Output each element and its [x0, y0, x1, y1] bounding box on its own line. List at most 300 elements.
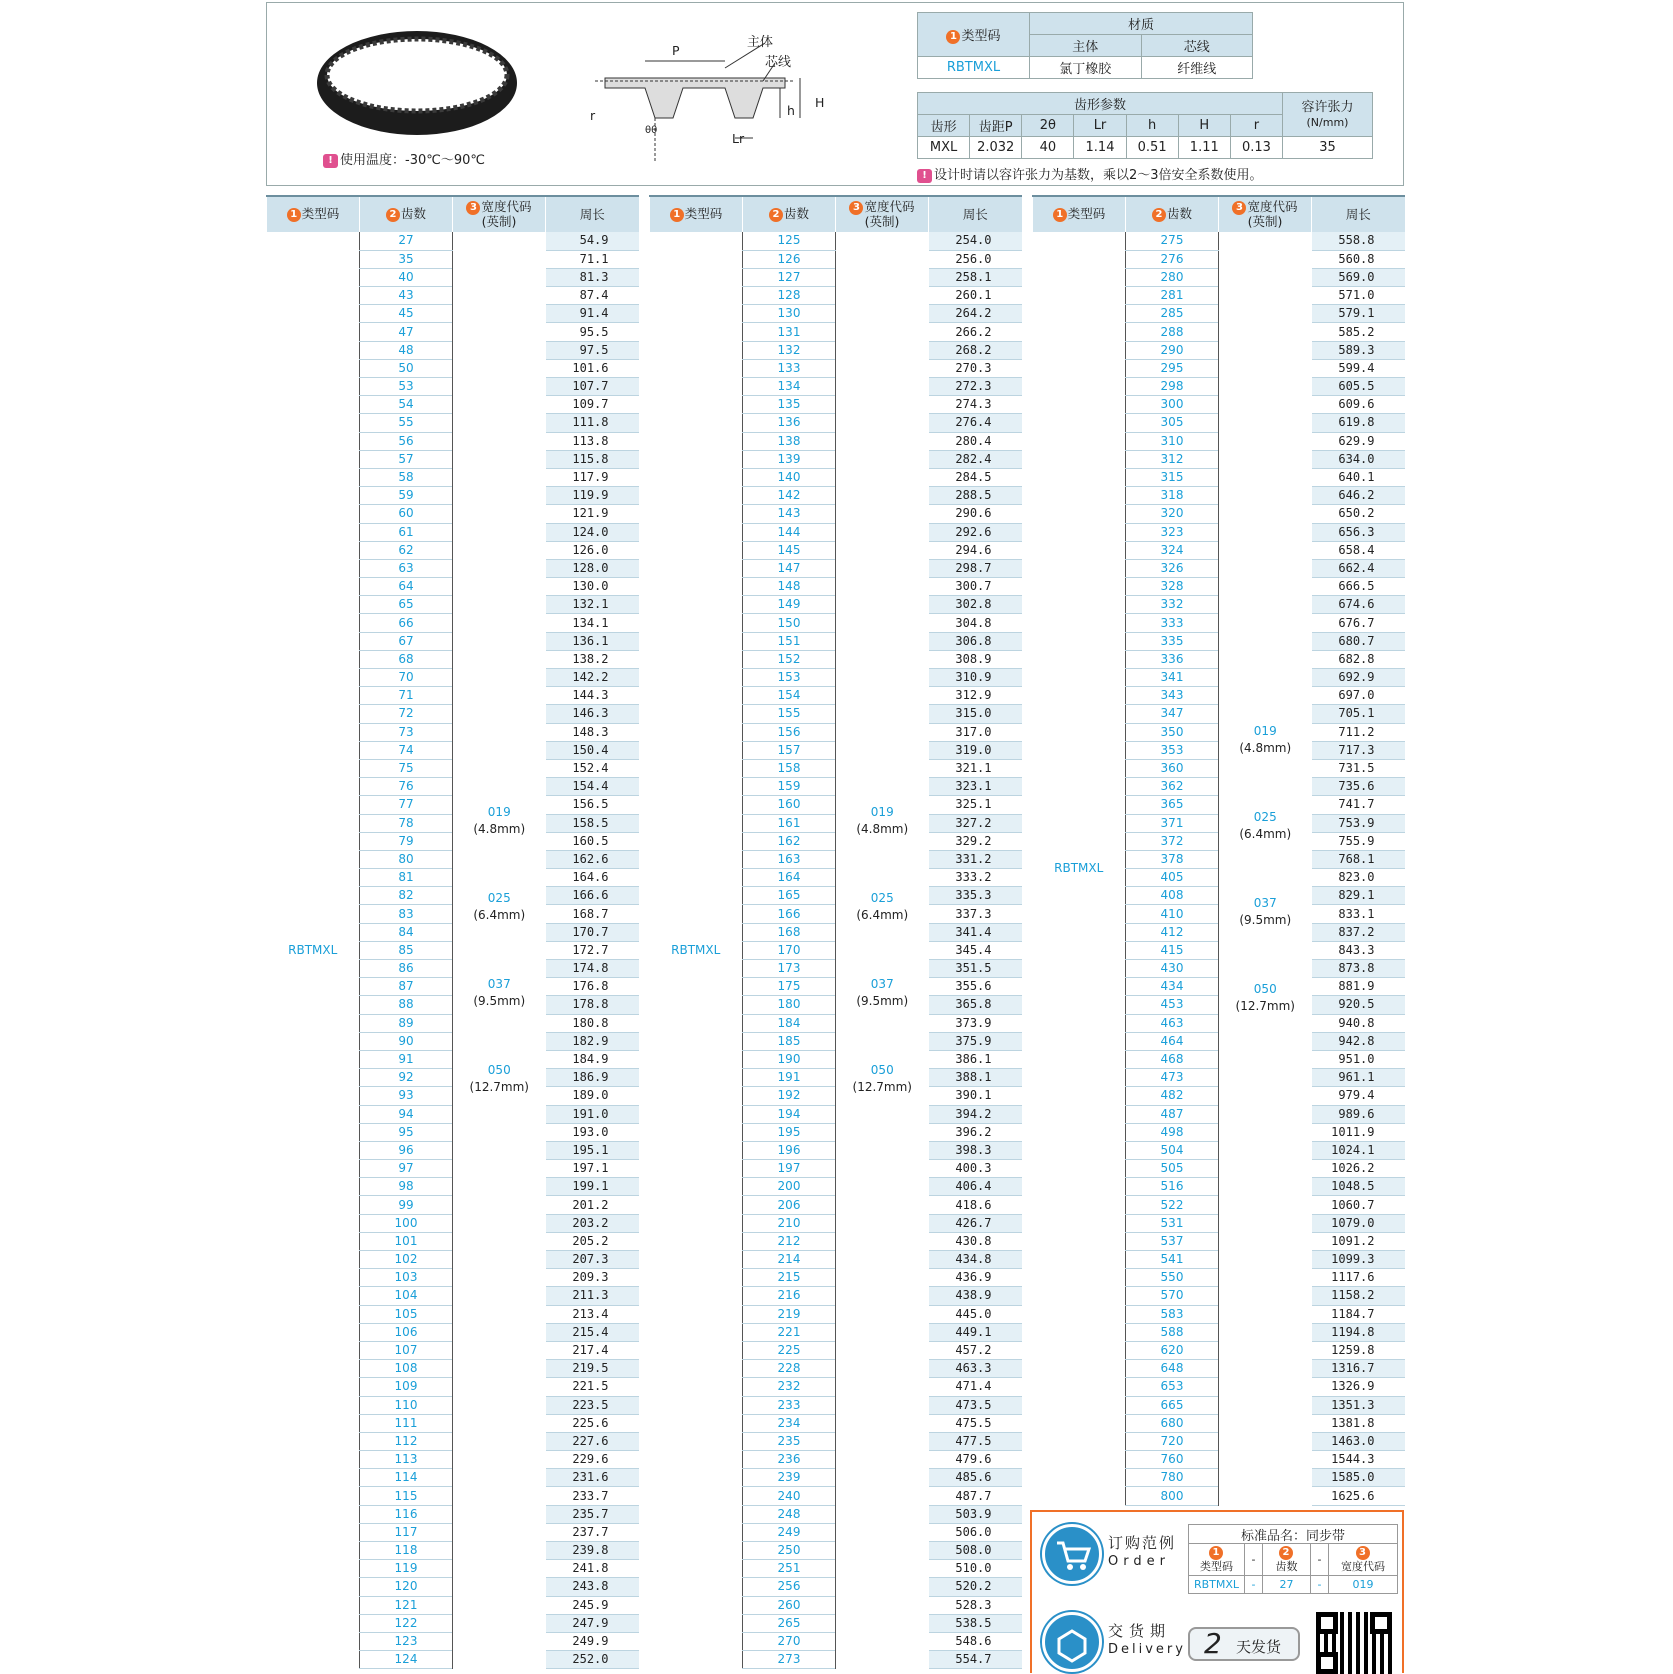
teeth-cell: 430	[1126, 960, 1219, 978]
teeth-cell: 498	[1126, 1123, 1219, 1141]
teeth-cell: 115	[360, 1487, 453, 1505]
length-cell: 1585.0	[1312, 1469, 1405, 1487]
teeth-cell: 336	[1126, 650, 1219, 668]
tooth-value: 0.51	[1126, 137, 1178, 159]
teeth-cell: 298	[1126, 378, 1219, 396]
length-cell: 249.9	[546, 1632, 639, 1650]
diagram-label-theta: θθ	[645, 125, 658, 136]
length-cell: 154.4	[546, 778, 639, 796]
width-mm: (6.4mm)	[1239, 826, 1292, 841]
length-cell: 619.8	[1312, 414, 1405, 432]
teeth-cell: 98	[360, 1178, 453, 1196]
length-table-2	[649, 195, 1022, 1669]
teeth-cell: 147	[743, 559, 836, 577]
belt-image	[312, 25, 522, 145]
length-cell: 1351.3	[1312, 1396, 1405, 1414]
order-title-en: Order	[1108, 1554, 1170, 1569]
delivery-days: 2	[1204, 1627, 1222, 1660]
order-dash: -	[1245, 1576, 1263, 1594]
length-cell: 436.9	[929, 1269, 1022, 1287]
length-cell: 172.7	[546, 941, 639, 959]
teeth-cell: 212	[743, 1232, 836, 1250]
length-cell: 829.1	[1312, 887, 1405, 905]
length-cell: 168.7	[546, 905, 639, 923]
width-mm: (9.5mm)	[1239, 912, 1292, 927]
teeth-cell: 280	[1126, 268, 1219, 286]
warning-icon: !	[917, 169, 932, 183]
teeth-cell: 57	[360, 450, 453, 468]
teeth-cell: 102	[360, 1251, 453, 1269]
teeth-cell: 95	[360, 1123, 453, 1141]
teeth-cell: 61	[360, 523, 453, 541]
teeth-cell: 104	[360, 1287, 453, 1305]
length-cell: 121.9	[546, 505, 639, 523]
teeth-cell: 463	[1126, 1014, 1219, 1032]
length-cell: 560.8	[1312, 250, 1405, 268]
teeth-cell: 180	[743, 996, 836, 1014]
length-cell: 920.5	[1312, 996, 1405, 1014]
teeth-cell: 84	[360, 923, 453, 941]
length-cell: 1316.7	[1312, 1360, 1405, 1378]
teeth-cell: 214	[743, 1251, 836, 1269]
material-type-header: 1 类型码	[918, 13, 1030, 57]
length-cell: 115.8	[546, 450, 639, 468]
teeth-cell: 88	[360, 996, 453, 1014]
temperature-note	[323, 149, 485, 168]
length-cell: 731.5	[1312, 759, 1405, 777]
length-cell: 247.9	[546, 1614, 639, 1632]
length-cell: 219.5	[546, 1360, 639, 1378]
teeth-cell: 119	[360, 1560, 453, 1578]
teeth-cell: 239	[743, 1469, 836, 1487]
order-example-box	[1030, 1510, 1404, 1673]
length-cell: 136.1	[546, 632, 639, 650]
length-cell: 394.2	[929, 1105, 1022, 1123]
teeth-cell: 83	[360, 905, 453, 923]
teeth-cell: 85	[360, 941, 453, 959]
teeth-cell: 335	[1126, 632, 1219, 650]
teeth-cell: 550	[1126, 1269, 1219, 1287]
header-width: 3 宽度代码 (英制)	[1219, 196, 1312, 232]
width-code: 037	[487, 977, 511, 992]
width-code: 050	[870, 1063, 894, 1078]
teeth-cell: 105	[360, 1305, 453, 1323]
diagram-label-body: 主体	[747, 35, 774, 50]
length-cell: 101.6	[546, 359, 639, 377]
order-dash: -	[1311, 1544, 1329, 1576]
teeth-cell: 288	[1126, 323, 1219, 341]
header-type: 1 类型码	[267, 196, 360, 232]
length-cell: 235.7	[546, 1505, 639, 1523]
teeth-cell: 326	[1126, 559, 1219, 577]
length-cell: 656.3	[1312, 523, 1405, 541]
teeth-cell: 90	[360, 1032, 453, 1050]
table-row	[650, 232, 1022, 250]
length-cell: 233.7	[546, 1487, 639, 1505]
teeth-cell: 505	[1126, 1160, 1219, 1178]
teeth-cell: 281	[1126, 287, 1219, 305]
length-cell: 390.1	[929, 1087, 1022, 1105]
teeth-cell: 45	[360, 305, 453, 323]
teeth-cell: 87	[360, 978, 453, 996]
length-cell: 199.1	[546, 1178, 639, 1196]
length-cell: 1026.2	[1312, 1160, 1405, 1178]
length-cell: 239.8	[546, 1542, 639, 1560]
teeth-cell: 570	[1126, 1287, 1219, 1305]
length-cell: 225.6	[546, 1414, 639, 1432]
length-cell: 1158.2	[1312, 1287, 1405, 1305]
length-cell: 300.7	[929, 578, 1022, 596]
teeth-cell: 156	[743, 723, 836, 741]
teeth-cell: 58	[360, 468, 453, 486]
length-cell: 1463.0	[1312, 1432, 1405, 1450]
teeth-cell: 228	[743, 1360, 836, 1378]
teeth-cell: 118	[360, 1542, 453, 1560]
length-cell: 170.7	[546, 923, 639, 941]
length-cell: 341.4	[929, 923, 1022, 941]
teeth-cell: 112	[360, 1432, 453, 1450]
teeth-cell: 412	[1126, 923, 1219, 941]
length-cell: 438.9	[929, 1287, 1022, 1305]
teeth-cell: 68	[360, 650, 453, 668]
length-cell: 585.2	[1312, 323, 1405, 341]
length-cell: 211.3	[546, 1287, 639, 1305]
width-mm: (12.7mm)	[1235, 998, 1295, 1013]
length-cell: 548.6	[929, 1632, 1022, 1650]
teeth-cell: 164	[743, 869, 836, 887]
length-cell: 406.4	[929, 1178, 1022, 1196]
material-body-value: 氯丁橡胶	[1030, 57, 1142, 79]
length-cell: 1048.5	[1312, 1178, 1405, 1196]
width-mm: (6.4mm)	[473, 908, 526, 923]
length-cell: 166.6	[546, 887, 639, 905]
length-cell: 254.0	[929, 232, 1022, 250]
length-cell: 666.5	[1312, 578, 1405, 596]
length-cell: 843.3	[1312, 941, 1405, 959]
length-cell: 979.4	[1312, 1087, 1405, 1105]
length-cell: 951.0	[1312, 1050, 1405, 1068]
header-length: 周长	[929, 196, 1022, 232]
length-cell: 317.0	[929, 723, 1022, 741]
header-teeth: 2 齿数	[743, 196, 836, 232]
teeth-cell: 163	[743, 850, 836, 868]
order-dash: -	[1245, 1544, 1263, 1576]
tooth-value: 1.14	[1074, 137, 1126, 159]
length-cell: 148.3	[546, 723, 639, 741]
teeth-cell: 159	[743, 778, 836, 796]
teeth-cell: 120	[360, 1578, 453, 1596]
teeth-cell: 680	[1126, 1414, 1219, 1432]
teeth-cell: 97	[360, 1160, 453, 1178]
length-cell: 241.8	[546, 1560, 639, 1578]
teeth-cell: 108	[360, 1360, 453, 1378]
teeth-cell: 583	[1126, 1305, 1219, 1323]
length-cell: 388.1	[929, 1069, 1022, 1087]
length-cell: 113.8	[546, 432, 639, 450]
length-cell: 1184.7	[1312, 1305, 1405, 1323]
teeth-cell: 347	[1126, 705, 1219, 723]
delivery-unit: 天发货	[1236, 1638, 1282, 1656]
teeth-cell: 144	[743, 523, 836, 541]
length-cell: 375.9	[929, 1032, 1022, 1050]
design-note-text: 设计时请以容许张力为基数，乘以2～3倍安全系数使用。	[934, 168, 1263, 183]
teeth-cell: 310	[1126, 432, 1219, 450]
order-col-teeth: 2 齿数	[1263, 1544, 1311, 1576]
tooth-col-header: 齿距P	[970, 115, 1022, 137]
length-cell: 528.3	[929, 1596, 1022, 1614]
length-cell: 150.4	[546, 741, 639, 759]
length-cell: 130.0	[546, 578, 639, 596]
diagram-label-r: r	[590, 108, 596, 123]
length-cell: 1060.7	[1312, 1196, 1405, 1214]
teeth-cell: 350	[1126, 723, 1219, 741]
width-code: 019	[1253, 723, 1277, 738]
length-cell: 646.2	[1312, 487, 1405, 505]
length-cell: 54.9	[546, 232, 639, 250]
length-cell: 768.1	[1312, 850, 1405, 868]
teeth-cell: 305	[1126, 414, 1219, 432]
length-cell: 178.8	[546, 996, 639, 1014]
length-cell: 430.8	[929, 1232, 1022, 1250]
length-cell: 449.1	[929, 1323, 1022, 1341]
width-mm: (9.5mm)	[856, 994, 909, 1009]
teeth-cell: 79	[360, 832, 453, 850]
teeth-cell: 153	[743, 669, 836, 687]
length-cell: 95.5	[546, 323, 639, 341]
diagram-label-core: 芯线	[765, 55, 792, 70]
teeth-cell: 522	[1126, 1196, 1219, 1214]
length-cell: 475.5	[929, 1414, 1022, 1432]
length-cell: 506.0	[929, 1523, 1022, 1541]
teeth-cell: 67	[360, 632, 453, 650]
teeth-cell: 210	[743, 1214, 836, 1232]
teeth-cell: 161	[743, 814, 836, 832]
length-cell: 396.2	[929, 1123, 1022, 1141]
teeth-cell: 468	[1126, 1050, 1219, 1068]
table-row	[267, 232, 639, 250]
length-cell: 329.2	[929, 832, 1022, 850]
teeth-cell: 273	[743, 1651, 836, 1669]
teeth-cell: 360	[1126, 759, 1219, 777]
delivery-days-badge	[1188, 1627, 1300, 1661]
teeth-cell: 665	[1126, 1396, 1219, 1414]
teeth-cell: 236	[743, 1451, 836, 1469]
teeth-cell: 365	[1126, 796, 1219, 814]
teeth-cell: 127	[743, 268, 836, 286]
teeth-cell: 140	[743, 468, 836, 486]
length-cell: 142.2	[546, 669, 639, 687]
length-cell: 310.9	[929, 669, 1022, 687]
teeth-cell: 128	[743, 287, 836, 305]
teeth-cell: 71	[360, 687, 453, 705]
length-cell: 398.3	[929, 1141, 1022, 1159]
length-cell: 315.0	[929, 705, 1022, 723]
teeth-cell: 74	[360, 741, 453, 759]
length-cell: 243.8	[546, 1578, 639, 1596]
length-cell: 473.5	[929, 1396, 1022, 1414]
length-cell: 1194.8	[1312, 1323, 1405, 1341]
length-cell: 109.7	[546, 396, 639, 414]
length-cell: 599.4	[1312, 359, 1405, 377]
length-cell: 351.5	[929, 960, 1022, 978]
length-cell: 91.4	[546, 305, 639, 323]
width-code: 019	[870, 805, 894, 820]
length-cell: 400.3	[929, 1160, 1022, 1178]
length-cell: 520.2	[929, 1578, 1022, 1596]
width-code: 037	[870, 977, 894, 992]
teeth-cell: 93	[360, 1087, 453, 1105]
length-cell: 942.8	[1312, 1032, 1405, 1050]
length-cell: 162.6	[546, 850, 639, 868]
length-cell: 589.3	[1312, 341, 1405, 359]
length-cell: 128.0	[546, 559, 639, 577]
length-cell: 260.1	[929, 287, 1022, 305]
teeth-cell: 152	[743, 650, 836, 668]
length-cell: 119.9	[546, 487, 639, 505]
teeth-cell: 200	[743, 1178, 836, 1196]
length-cell: 306.8	[929, 632, 1022, 650]
length-cell: 282.4	[929, 450, 1022, 468]
teeth-cell: 760	[1126, 1451, 1219, 1469]
teeth-cell: 190	[743, 1050, 836, 1068]
type-code-cell: RBTMXL	[1054, 861, 1104, 876]
teeth-cell: 59	[360, 487, 453, 505]
teeth-cell: 250	[743, 1542, 836, 1560]
tooth-params-header: 齿形参数	[918, 93, 1283, 115]
teeth-cell: 192	[743, 1087, 836, 1105]
length-cell: 152.4	[546, 759, 639, 777]
length-cell: 217.4	[546, 1341, 639, 1359]
teeth-cell: 487	[1126, 1105, 1219, 1123]
table-row	[1033, 232, 1405, 250]
teeth-cell: 504	[1126, 1141, 1219, 1159]
width-code: 025	[870, 891, 894, 906]
length-cell: 479.6	[929, 1451, 1022, 1469]
length-cell: 634.0	[1312, 450, 1405, 468]
teeth-cell: 290	[1126, 341, 1219, 359]
length-cell: 477.5	[929, 1432, 1022, 1450]
length-cell: 195.1	[546, 1141, 639, 1159]
teeth-cell: 82	[360, 887, 453, 905]
width-code: 037	[1253, 895, 1277, 910]
teeth-cell: 408	[1126, 887, 1219, 905]
length-cell: 426.7	[929, 1214, 1022, 1232]
length-cell: 284.5	[929, 468, 1022, 486]
length-cell: 680.7	[1312, 632, 1405, 650]
teeth-cell: 96	[360, 1141, 453, 1159]
length-cell: 1117.6	[1312, 1269, 1405, 1287]
teeth-cell: 63	[360, 559, 453, 577]
teeth-cell: 154	[743, 687, 836, 705]
teeth-cell: 434	[1126, 978, 1219, 996]
teeth-cell: 121	[360, 1596, 453, 1614]
length-cell: 221.5	[546, 1378, 639, 1396]
length-cell: 331.2	[929, 850, 1022, 868]
length-cell: 471.4	[929, 1378, 1022, 1396]
length-cell: 457.2	[929, 1341, 1022, 1359]
teeth-cell: 134	[743, 378, 836, 396]
length-cell: 312.9	[929, 687, 1022, 705]
length-cell: 538.5	[929, 1614, 1022, 1632]
length-cell: 180.8	[546, 1014, 639, 1032]
length-cell: 268.2	[929, 341, 1022, 359]
teeth-cell: 232	[743, 1378, 836, 1396]
length-cell: 1381.8	[1312, 1414, 1405, 1432]
length-cell: 197.1	[546, 1160, 639, 1178]
teeth-cell: 54	[360, 396, 453, 414]
teeth-cell: 89	[360, 1014, 453, 1032]
header-length: 周长	[546, 196, 639, 232]
length-cell: 989.6	[1312, 1105, 1405, 1123]
material-body-header: 主体	[1030, 35, 1142, 57]
delivery-title: 交货期	[1108, 1622, 1172, 1640]
length-cell: 873.8	[1312, 960, 1405, 978]
type-code-cell: RBTMXL	[671, 942, 721, 957]
teeth-cell: 78	[360, 814, 453, 832]
teeth-cell: 256	[743, 1578, 836, 1596]
teeth-cell: 195	[743, 1123, 836, 1141]
length-cell: 676.7	[1312, 614, 1405, 632]
teeth-cell: 103	[360, 1269, 453, 1287]
length-cell: 280.4	[929, 432, 1022, 450]
length-cell: 1625.6	[1312, 1487, 1405, 1505]
length-cell: 1024.1	[1312, 1141, 1405, 1159]
length-cell: 144.3	[546, 687, 639, 705]
length-cell: 373.9	[929, 1014, 1022, 1032]
length-cell: 203.2	[546, 1214, 639, 1232]
order-value-width: 019	[1329, 1576, 1398, 1594]
teeth-cell: 234	[743, 1414, 836, 1432]
length-cell: 445.0	[929, 1305, 1022, 1323]
teeth-cell: 76	[360, 778, 453, 796]
design-note	[917, 164, 1263, 183]
length-cell: 205.2	[546, 1232, 639, 1250]
teeth-cell: 100	[360, 1214, 453, 1232]
length-cell: 658.4	[1312, 541, 1405, 559]
teeth-cell: 194	[743, 1105, 836, 1123]
tooth-value: 40	[1022, 137, 1074, 159]
width-code-cell	[453, 232, 546, 1669]
width-mm: (4.8mm)	[1239, 740, 1292, 755]
length-cell: 164.6	[546, 869, 639, 887]
teeth-cell: 800	[1126, 1487, 1219, 1505]
teeth-cell: 323	[1126, 523, 1219, 541]
order-code-table	[1188, 1543, 1398, 1594]
teeth-cell: 295	[1126, 359, 1219, 377]
length-cell: 229.6	[546, 1451, 639, 1469]
teeth-cell: 320	[1126, 505, 1219, 523]
teeth-cell: 92	[360, 1069, 453, 1087]
length-cell: 554.7	[929, 1651, 1022, 1669]
teeth-cell: 122	[360, 1614, 453, 1632]
length-cell: 697.0	[1312, 687, 1405, 705]
length-cell: 1544.3	[1312, 1451, 1405, 1469]
teeth-cell: 107	[360, 1341, 453, 1359]
qr-code	[1316, 1612, 1392, 1674]
teeth-cell: 541	[1126, 1251, 1219, 1269]
tension-value: 35	[1283, 137, 1373, 159]
order-col-width: 3 宽度代码	[1329, 1544, 1398, 1576]
length-cell: 256.0	[929, 250, 1022, 268]
teeth-cell: 173	[743, 960, 836, 978]
teeth-cell: 720	[1126, 1432, 1219, 1450]
teeth-cell: 648	[1126, 1360, 1219, 1378]
length-cell: 755.9	[1312, 832, 1405, 850]
length-cell: 333.2	[929, 869, 1022, 887]
tooth-col-header: H	[1178, 115, 1230, 137]
teeth-cell: 81	[360, 869, 453, 887]
order-title: 订购范例	[1108, 1534, 1177, 1552]
